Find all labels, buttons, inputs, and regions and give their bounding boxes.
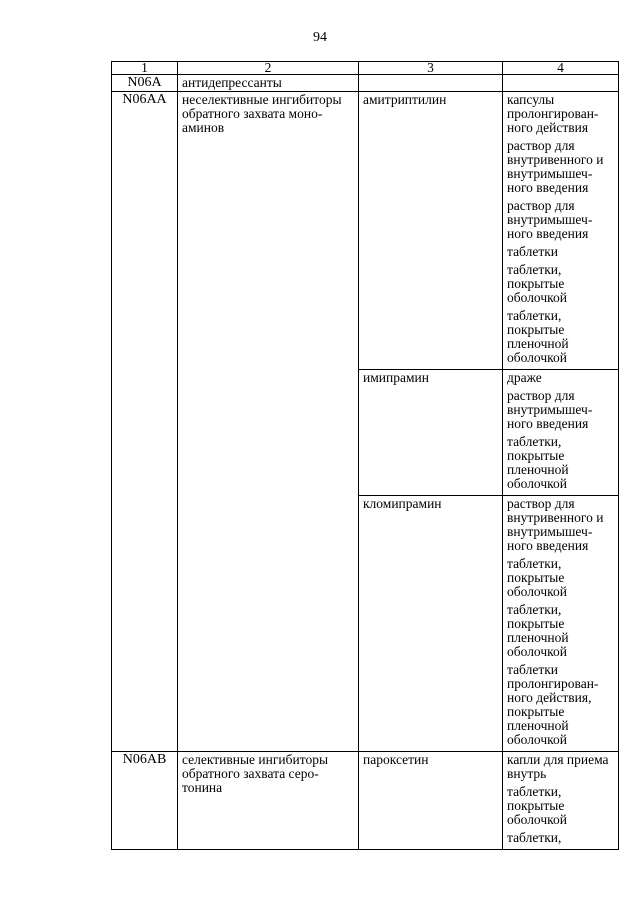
drug-row [112,92,619,370]
drug-name: имипрамин [359,370,503,496]
drug-name: кломипрамин [359,496,503,752]
dosage-form: таблетки, покрытые оболочкой [507,556,567,599]
page-number: 94 [313,30,327,45]
column-number: 4 [503,62,619,75]
dosage-form: раствор для внутривенного и внутримышеч- ного введения [507,496,604,553]
dosage-form: таблетки, покрытые оболочкой [507,784,567,827]
dosage-form: раствор для внутривенного и внутримышеч- ного введения [507,138,604,195]
subgroup-name: селективные ингибиторы обратного захвата серо- тонина [178,752,359,850]
dosage-form: таблетки, покрытые оболочкой [507,262,567,305]
dosage-form: таблетки, покрытые пленочной оболочкой [507,602,569,659]
column-number: 2 [178,62,359,75]
atc-code: N06A [112,75,178,92]
dosage-form: капсулы пролонгирован- ного действия [507,92,599,135]
dosage-form: раствор для внутримышеч- ного введения [507,388,593,431]
empty-cell [359,75,503,92]
dosage-forms [503,752,619,850]
column-number: 3 [359,62,503,75]
dosage-form: таблетки пролонгирован- ного действия, покрытые пленочной оболочкой [507,662,599,747]
group-name: антидепрессанты [178,75,359,92]
dosage-form: капли для приема внутрь [507,752,609,781]
column-number-row [112,62,619,75]
dosage-form: драже [507,370,542,385]
atc-code: N06AB [112,752,178,850]
atc-code: N06AA [112,92,178,752]
dosage-forms [503,370,619,496]
dosage-forms [503,92,619,370]
subgroup-name: неселективные ингибиторы обратного захвата моно- аминов [178,92,359,752]
dosage-form: таблетки, покрытые пленочной оболочкой [507,308,569,365]
drug-name: амитриптилин [359,92,503,370]
empty-cell [503,75,619,92]
dosage-form: раствор для внутримышеч- ного введения [507,198,593,241]
group-row [112,75,619,92]
drug-name: пароксетин [359,752,503,850]
dosage-form: таблетки, покрытые пленочной оболочкой [507,434,569,491]
dosage-form: таблетки, [507,830,562,845]
column-number: 1 [112,62,178,75]
medication-table [111,61,619,850]
drug-row [112,752,619,850]
dosage-form: таблетки [507,244,559,259]
dosage-forms [503,496,619,752]
